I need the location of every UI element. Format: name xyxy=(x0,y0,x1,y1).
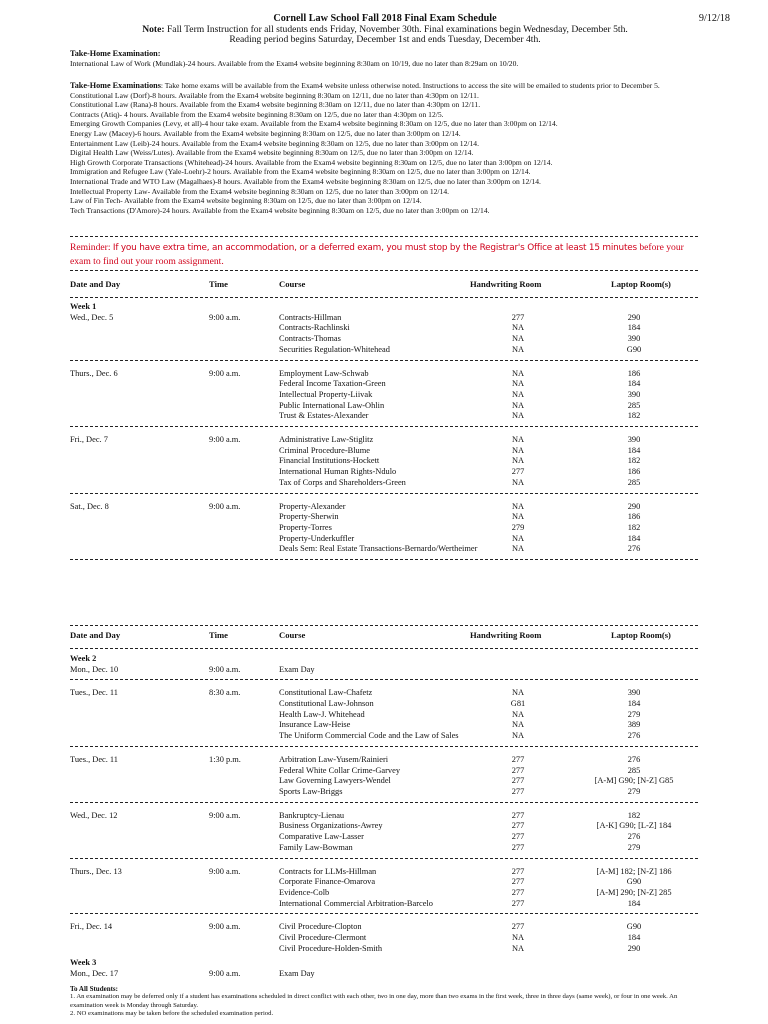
laptop-room: 184 xyxy=(627,323,641,333)
day-label: Tues., Dec. 11 xyxy=(70,688,118,698)
course-name: Constitutional Law-Johnson xyxy=(279,699,374,709)
col-date: Date and Day xyxy=(70,630,121,640)
laptop-room: G90 xyxy=(626,877,642,887)
laptop-cell xyxy=(561,811,707,854)
laptop-cell xyxy=(561,502,707,555)
course-name: Employment Law-Schwab xyxy=(279,368,369,378)
laptop-room: 390 xyxy=(627,688,641,698)
table1-header xyxy=(70,279,698,291)
laptop-room: G90 xyxy=(626,344,642,354)
laptop-room xyxy=(561,665,707,676)
handwriting-room: NA xyxy=(511,389,525,399)
col-laptop: Laptop Room(s) xyxy=(611,279,671,289)
date-cell xyxy=(70,435,108,446)
laptop-room: 182 xyxy=(627,810,641,820)
laptop-room: 279 xyxy=(627,842,641,852)
day-label: Fri., Dec. 14 xyxy=(70,922,113,932)
course-name: Evidence-Colb xyxy=(279,887,330,897)
time-cell xyxy=(209,688,240,699)
take-home-line: High Growth Corporate Transactions (Whitehead)-24 hours. Available from the Exam4 website beginning 8:30am on 12/5, due no later than 3:00pm on 12/14. xyxy=(70,157,553,167)
time-label: 9:00 a.m. xyxy=(209,922,241,932)
laptop-room: [A-M] 290; [N-Z] 285 xyxy=(596,887,672,897)
course-name: Public International Law-Ohlin xyxy=(279,400,385,410)
laptop-room: [A-K] G90; [L-Z] 184 xyxy=(596,821,672,831)
handwriting-room: NA xyxy=(511,368,525,378)
day-label: Wed., Dec. 5 xyxy=(70,312,114,322)
row-divider xyxy=(70,493,698,494)
footer-item: 2. NO examinations may be taken before the scheduled examination period. xyxy=(70,1010,274,1018)
take-home-line: Contracts (Atiq)- 4 hours. Available from the Exam4 website beginning 8:30am on 12/5, due no later than 4:30pm on 12/5. xyxy=(70,109,444,119)
laptop-room: 184 xyxy=(627,445,641,455)
course-name: Contracts-Rachlinski xyxy=(279,323,350,333)
date-cell xyxy=(70,369,118,380)
course-name: Business Organizations-Awrey xyxy=(279,821,383,831)
handwriting-room: NA xyxy=(511,400,525,410)
row-divider xyxy=(70,360,698,361)
handwriting-room: NA xyxy=(511,544,525,554)
reading-period-text: Reading period begins Saturday, December 1st and ends Tuesday, December 4th. xyxy=(229,34,541,46)
take-home-early-section xyxy=(70,49,700,68)
divider xyxy=(70,648,698,649)
day-label: Tues., Dec. 11 xyxy=(70,754,118,764)
course-name: International Commercial Arbitration-Barcelo xyxy=(279,898,433,908)
time-cell xyxy=(209,313,240,324)
handwriting-room: NA xyxy=(511,435,525,444)
date-cell xyxy=(70,755,118,766)
laptop-room: 390 xyxy=(627,389,641,399)
handwriting-cell xyxy=(507,665,529,676)
course-name: Federal Income Taxation-Green xyxy=(279,379,386,389)
laptop-room: 186 xyxy=(627,467,641,477)
laptop-cell xyxy=(561,922,707,954)
handwriting-room: 277 xyxy=(511,786,525,796)
course-name: Exam Day xyxy=(279,664,315,674)
course-name: Deals Sem: Real Estate Transactions-Bernardo/Wertheimer xyxy=(279,544,478,554)
handwriting-room: NA xyxy=(511,456,525,466)
course-name: Arbitration Law-Yusem/Rainieri xyxy=(279,754,389,764)
laptop-room: 290 xyxy=(627,943,641,953)
course-name: International Human Rights-Ndulo xyxy=(279,467,397,477)
handwriting-room: 277 xyxy=(511,877,525,887)
table2-header xyxy=(70,630,698,642)
date-cell xyxy=(70,688,118,699)
time-cell xyxy=(209,369,240,380)
take-home-line: Intellectual Property Law- Available from the Exam4 website beginning 8:30am on 12/5, due no later than 3:00pm on 12/14. xyxy=(70,186,450,196)
time-cell xyxy=(209,867,240,878)
course-name: Property-Torres xyxy=(279,522,332,532)
date-cell xyxy=(70,867,122,878)
time-label: 9:00 a.m. xyxy=(209,501,241,511)
course-name: Financial Institutions-Hockett xyxy=(279,456,380,466)
row-divider xyxy=(70,858,698,859)
take-home-intro xyxy=(70,81,700,91)
row-divider xyxy=(70,802,698,803)
laptop-room: 184 xyxy=(627,932,641,942)
note-text: Fall Term Instruction for all students ends Friday, November 30th. Final examinations begin Wednesday, December 5th. xyxy=(166,23,628,35)
laptop-room: 186 xyxy=(627,368,641,378)
time-cell xyxy=(209,502,240,513)
handwriting-room: 277 xyxy=(511,467,525,477)
time-cell xyxy=(209,665,240,676)
week-label: Week 1 xyxy=(70,302,97,311)
divider xyxy=(70,236,698,237)
handwriting-room: NA xyxy=(511,688,525,698)
course-name: Civil Procedure-Clermont xyxy=(279,932,367,942)
day-label: Sat., Dec. 8 xyxy=(70,501,109,511)
take-home-line: Constitutional Law (Rana)-8 hours. Available from the Exam4 website beginning 8:30am on 12/11, due no later than 4:30pm on 12/11. xyxy=(70,100,481,110)
course-name: Administrative Law-Stiglitz xyxy=(279,435,374,444)
footer-notes xyxy=(70,985,710,1019)
handwriting-room: NA xyxy=(511,323,525,333)
handwriting-room: 279 xyxy=(511,522,525,532)
laptop-room: 186 xyxy=(627,512,641,522)
handwriting-cell xyxy=(507,867,529,910)
take-home-line: Digital Health Law (Weiss/Lutes). Available from the Exam4 website beginning 8:30am on 12/5, due no later than 3:00pm on 12/14. xyxy=(70,148,474,158)
date-cell xyxy=(70,958,118,979)
take-home-line: Immigration and Refugee Law (Yale-Loehr)-2 hours. Available from the Exam4 website beginning 8:30am on 12/5, due no later than 3:00pm on 12/14. xyxy=(70,167,531,177)
course-name: Civil Procedure-Holden-Smith xyxy=(279,943,383,953)
laptop-cell xyxy=(561,313,707,356)
handwriting-room: NA xyxy=(511,344,525,354)
handwriting-room: NA xyxy=(511,411,525,421)
title-block xyxy=(70,13,730,46)
date-cell xyxy=(70,811,117,822)
laptop-room: 290 xyxy=(627,312,641,322)
time-cell xyxy=(209,435,240,446)
handwriting-room xyxy=(507,969,529,980)
divider xyxy=(70,270,698,271)
laptop-cell xyxy=(561,755,707,798)
row-divider xyxy=(70,559,698,560)
handwriting-room: NA xyxy=(511,533,525,543)
date-cell xyxy=(70,302,113,323)
handwriting-room xyxy=(507,665,529,676)
row-divider xyxy=(70,746,698,747)
handwriting-cell xyxy=(507,688,529,741)
handwriting-room: 277 xyxy=(511,312,525,322)
footer-heading: To All Students: xyxy=(70,985,118,993)
page-title xyxy=(70,13,730,25)
date-cell xyxy=(70,654,118,675)
handwriting-room: 277 xyxy=(511,922,525,932)
course-name: Bankruptcy-Lienau xyxy=(279,810,345,820)
handwriting-room: NA xyxy=(511,477,525,487)
laptop-room: 290 xyxy=(627,501,641,511)
col-course: Course xyxy=(279,279,306,289)
handwriting-cell xyxy=(507,313,529,356)
row-divider xyxy=(70,913,698,914)
laptop-room: 182 xyxy=(627,456,641,466)
week-label: Week 3 xyxy=(70,958,97,968)
handwriting-room: 277 xyxy=(511,810,525,820)
handwriting-cell xyxy=(507,755,529,798)
time-label: 9:00 a.m. xyxy=(209,664,241,674)
handwriting-cell xyxy=(507,922,529,954)
laptop-room: [A-M] G90; [N-Z] G85 xyxy=(594,776,674,786)
reminder-label: Reminder: xyxy=(70,242,111,253)
course-name: Property-Underkuffler xyxy=(279,533,355,543)
handwriting-room: 277 xyxy=(511,898,525,908)
handwriting-room: NA xyxy=(511,943,525,953)
handwriting-cell xyxy=(507,811,529,854)
take-home-line: Energy Law (Macey)-6 hours. Available from the Exam4 website beginning 8:30am on 12/5, due no later than 3:00pm on 12/14. xyxy=(70,128,461,138)
take-home-intro-text: : Take home exams will be available from the Exam4 website unless otherwise noted. Instructions to access the site will be emailed to students prior to December 5. xyxy=(160,81,660,90)
laptop-room: G90 xyxy=(626,922,642,932)
time-label: 1:30 p.m. xyxy=(209,754,241,764)
time-label: 9:00 a.m. xyxy=(209,969,241,979)
handwriting-room: NA xyxy=(511,512,525,522)
handwriting-room: NA xyxy=(511,501,525,511)
col-course: Course xyxy=(279,630,306,640)
course-name: Health Law-J. Whitehead xyxy=(279,709,365,719)
course-name: Contracts for LLMs-Hillman xyxy=(279,866,377,876)
day-label: Thurs., Dec. 6 xyxy=(70,368,118,378)
row-divider xyxy=(70,679,698,680)
course-name: Criminal Procedure-Blume xyxy=(279,445,370,455)
take-home-line: Tech Transactions (D'Amore)-24 hours. Available from the Exam4 website beginning 8:30am on 12/5, due no later than 3:00pm on 12/14. xyxy=(70,205,490,215)
handwriting-room: 277 xyxy=(511,832,525,842)
laptop-cell xyxy=(561,665,707,676)
day-label: Wed., Dec. 12 xyxy=(70,810,118,820)
take-home-section xyxy=(70,81,700,215)
course-name: Civil Procedure-Clopton xyxy=(279,922,362,932)
course-name: Intellectual Property-Liivak xyxy=(279,389,373,399)
handwriting-room: NA xyxy=(511,932,525,942)
handwriting-cell xyxy=(507,502,529,555)
reminder-notice xyxy=(70,241,698,268)
handwriting-room: NA xyxy=(511,334,525,344)
handwriting-room: 277 xyxy=(511,765,525,775)
reminder-script-text: If you have extra time, an accommodation, or a deferred exam, you must stop by the Registrar's Office at least 15 minutes xyxy=(112,243,637,253)
take-home-line: Law of Fin Tech- Available from the Exam4 website beginning 8:30am on 12/5, due no later than 3:00pm on 12/14. xyxy=(70,196,422,206)
col-date: Date and Day xyxy=(70,279,121,289)
laptop-room: 276 xyxy=(627,731,641,741)
course-name: Exam Day xyxy=(279,969,315,979)
laptop-room: 276 xyxy=(627,832,641,842)
day-label: Mon., Dec. 17 xyxy=(70,969,119,979)
date-cell xyxy=(70,502,109,513)
col-time: Time xyxy=(209,630,228,640)
laptop-cell xyxy=(561,969,707,980)
handwriting-cell xyxy=(507,969,529,980)
laptop-room: 285 xyxy=(627,765,641,775)
laptop-room: 184 xyxy=(627,699,641,709)
handwriting-room: NA xyxy=(511,720,525,730)
week-label: Week 2 xyxy=(70,654,97,663)
laptop-room: 390 xyxy=(627,435,641,444)
handwriting-room: 277 xyxy=(511,821,525,831)
course-name: Trust & Estates-Alexander xyxy=(279,411,369,421)
day-label: Mon., Dec. 10 xyxy=(70,664,119,674)
laptop-room: 182 xyxy=(627,522,641,532)
col-handwriting: Handwriting Room xyxy=(470,630,542,640)
course-name: Law Governing Lawyers-Wendel xyxy=(279,776,391,786)
footer-item: 1. An examination may be deferred only if a student has examinations scheduled in direct conflict with each other, two in one day, more than two exams in the first week, three in three days (same week), or four in one week. An examination week is Monday through Saturday. xyxy=(70,993,678,1009)
col-laptop: Laptop Room(s) xyxy=(611,630,671,640)
col-time: Time xyxy=(209,279,228,289)
laptop-room: 276 xyxy=(627,754,641,764)
reminder-suffix: before your exam to find out your room assignment. xyxy=(70,242,684,267)
date-cell xyxy=(70,922,112,933)
handwriting-room: NA xyxy=(511,731,525,741)
divider xyxy=(70,297,698,298)
take-home-list xyxy=(70,91,700,216)
time-label: 8:30 a.m. xyxy=(209,688,241,698)
course-name: The Uniform Commercial Code and the Law of Sales xyxy=(279,731,459,741)
handwriting-cell xyxy=(507,369,529,422)
laptop-room: 285 xyxy=(627,477,641,487)
course-name: Tax of Corps and Shareholders-Green xyxy=(279,477,406,487)
course-name: Insurance Law-Heise xyxy=(279,720,351,730)
laptop-cell xyxy=(561,688,707,741)
handwriting-room: 277 xyxy=(511,842,525,852)
laptop-room: 276 xyxy=(627,544,641,554)
time-cell xyxy=(209,811,240,822)
time-label: 9:00 a.m. xyxy=(209,368,241,378)
take-home-line: Constitutional Law (Dorf)-8 hours. Available from the Exam4 website beginning 8:30am on 12/11, due no later than 4:30pm on 12/11. xyxy=(70,90,479,100)
row-divider xyxy=(70,426,698,427)
course-name: Comparative Law-Lasser xyxy=(279,832,364,842)
time-cell xyxy=(209,922,240,933)
laptop-cell xyxy=(561,867,707,910)
laptop-room: 184 xyxy=(627,533,641,543)
course-name: Securities Regulation-Whitehead xyxy=(279,344,390,354)
take-home-heading: Take-Home Examinations xyxy=(70,81,161,90)
take-home-line: International Trade and WTO Law (Magalhaes)-8 hours. Available from the Exam4 website beginning 8:30am on 12/5, due no later than 3:00pm on 12/14. xyxy=(70,176,541,186)
time-label: 9:00 a.m. xyxy=(209,866,241,876)
day-label: Thurs., Dec. 13 xyxy=(70,866,122,876)
handwriting-room: NA xyxy=(511,379,525,389)
handwriting-room: NA xyxy=(511,445,525,455)
handwriting-room: 277 xyxy=(511,754,525,764)
laptop-cell xyxy=(561,369,707,422)
col-handwriting: Handwriting Room xyxy=(470,279,542,289)
laptop-cell xyxy=(561,435,707,488)
laptop-room: 279 xyxy=(627,786,641,796)
laptop-room: 184 xyxy=(627,379,641,389)
course-name: Property-Alexander xyxy=(279,501,346,511)
laptop-room: 279 xyxy=(627,709,641,719)
laptop-room: 182 xyxy=(627,411,641,421)
day-label: Fri., Dec. 7 xyxy=(70,435,108,444)
time-label: 9:00 a.m. xyxy=(209,312,241,322)
course-name: Contracts-Thomas xyxy=(279,334,341,344)
laptop-room: [A-M] 182; [N-Z] 186 xyxy=(596,866,672,876)
laptop-room: 389 xyxy=(627,720,641,730)
course-name: Contracts-Hillman xyxy=(279,312,342,322)
take-home-line: Entertainment Law (Leib)-24 hours. Available from the Exam4 website beginning 8:30am on 12/5, due no later than 3:00pm on 12/14. xyxy=(70,138,479,148)
course-name: Property-Sherwin xyxy=(279,512,339,522)
course-name: Sports Law-Briggs xyxy=(279,786,343,796)
handwriting-cell xyxy=(507,435,529,488)
time-label: 9:00 a.m. xyxy=(209,435,241,444)
handwriting-room: G81 xyxy=(510,699,526,709)
divider xyxy=(70,625,698,626)
course-name: Federal White Collar Crime-Garvey xyxy=(279,765,401,775)
handwriting-room: 277 xyxy=(511,776,525,786)
note-label: Note: xyxy=(142,23,165,35)
laptop-room xyxy=(561,969,707,980)
course-name: Constitutional Law-Chafetz xyxy=(279,688,373,698)
laptop-room: 390 xyxy=(627,334,641,344)
title-text: Cornell Law School Fall 2018 Final Exam Schedule xyxy=(273,13,497,24)
handwriting-room: 277 xyxy=(511,887,525,897)
time-label: 9:00 a.m. xyxy=(209,810,241,820)
take-home-early-heading: Take-Home Examination: xyxy=(70,49,161,58)
course-name: Corporate Finance-Omarova xyxy=(279,877,376,887)
laptop-room: 184 xyxy=(627,898,641,908)
take-home-line: Emerging Growth Companies (Levy, et all)-4 hour take exam. Available from the Exam4 website beginning 8:30am on 12/5, due no later than 3:00pm on 12/14. xyxy=(70,119,558,129)
laptop-room: 285 xyxy=(627,400,641,410)
footer-list xyxy=(70,993,710,1018)
document-date: 9/12/18 xyxy=(698,13,730,24)
time-cell xyxy=(209,969,240,980)
handwriting-room: NA xyxy=(511,709,525,719)
course-name: Family Law-Bowman xyxy=(279,842,353,852)
handwriting-room: 277 xyxy=(511,866,525,876)
time-cell xyxy=(209,755,241,766)
take-home-early-line: International Law of Work (Mundlak)-24 hours. Available from the Exam4 website beginning 8:30am on 10/19, due no later than 8:29am on 10/20. xyxy=(70,58,519,68)
